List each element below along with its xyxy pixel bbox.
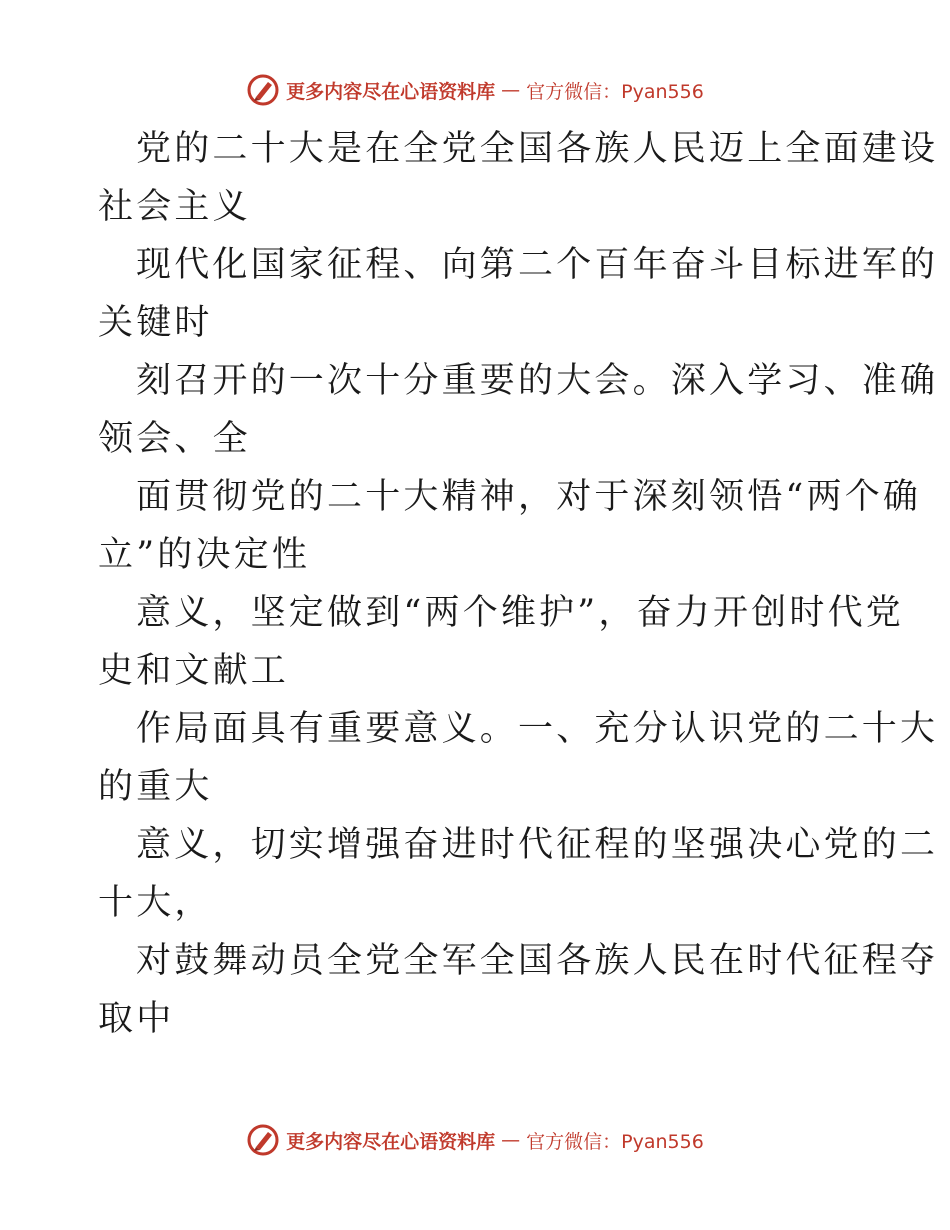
pen-logo-icon: [246, 73, 280, 107]
document-body: [98, 120, 939, 1048]
footer-watermark: [0, 1120, 950, 1160]
watermark-contact-text: 官方微信：Pyan556: [526, 1130, 704, 1153]
text-line: 立”的决定性: [98, 535, 311, 575]
text-line: 的重大: [98, 767, 213, 807]
text-line: 现代化国家征程、向第二个百年奋斗目标进军的: [136, 245, 939, 285]
text-line: 取中: [98, 999, 175, 1039]
text-line: 意义，切实增强奋进时代征程的坚强决心党的二: [136, 825, 939, 865]
text-line: 面贯彻党的二十大精神，对于深刻领悟“两个确: [136, 477, 922, 517]
watermark-brand-text: 更多内容尽在心语资料库: [286, 1130, 496, 1153]
text-line: 作局面具有重要意义。一、充分认识党的二十大: [136, 709, 939, 749]
text-line: 领会、全: [98, 419, 251, 459]
text-line: 社会主义: [98, 187, 251, 227]
text-line: 十大，: [98, 883, 213, 923]
pen-logo-icon: [246, 1123, 280, 1157]
text-line: 刻召开的一次十分重要的大会。深入学习、准确: [136, 361, 939, 401]
text-line: 关键时: [98, 303, 213, 343]
text-line: 史和文献工: [98, 651, 290, 691]
watermark-brand-text: 更多内容尽在心语资料库: [286, 80, 496, 103]
text-line: 对鼓舞动员全党全军全国各族人民在时代征程夺: [136, 941, 939, 981]
watermark-separator: —: [501, 79, 521, 101]
header-watermark: [0, 70, 950, 110]
text-line: 意义，坚定做到“两个维护”，奋力开创时代党: [136, 593, 904, 633]
text-line: 党的二十大是在全党全国各族人民迈上全面建设: [136, 129, 939, 169]
watermark-contact-text: 官方微信：Pyan556: [526, 80, 704, 103]
watermark-separator: —: [501, 1129, 521, 1151]
